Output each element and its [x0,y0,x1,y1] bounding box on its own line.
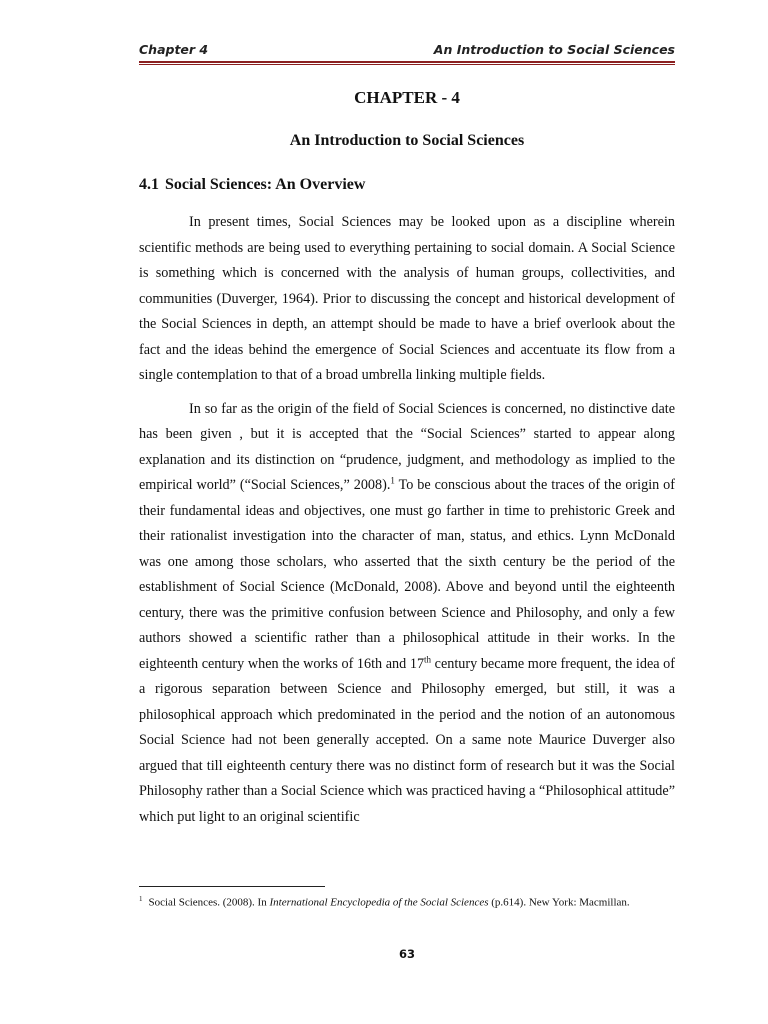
paragraph-1: In present times, Social Sciences may be looked upon as a discipline wherein scientific methods are being used to everything pertaining to social domain. A Social Science is something which is concerned with the analysis of human groups, collectivities, and communities (Duverger, 1964). Prior to discussing the concept and historical development of the Social Sciences in depth, an attempt should be made to have a brief overlook about the fact and the ideas behind the emergence of Social Sciences and accentuate its flow from a single contemplation to that of a broad umbrella linking multiple fields. [139,214,675,383]
ordinal-superscript: th [424,653,432,664]
section-heading [139,176,365,194]
footnote [139,892,675,910]
footnote-reference[interactable]: 1 [390,475,395,486]
footnote-text-before: Social Sciences. (2008). In [148,896,270,909]
footnote-source-title: International Encyclopedia of the Social Sciences [269,896,489,909]
body-text [139,210,675,838]
footnote-divider [139,886,325,887]
footnote-mark: 1 [139,895,143,903]
chapter-title: CHAPTER - 4 [354,88,460,107]
page-number: 63 [398,947,415,961]
chapter-subtitle: An Introduction to Social Sciences [289,132,525,149]
running-header [139,42,675,57]
paragraph-2-part-2: To be conscious about the traces of the origin of their fundamental ideas and objectives, one must go farther in time to prehistoric Greek and their rationalist investigation into the character of man, status, and ethics. Lynn McDonald was one among those scholars, who asserted that the sixth century be the period of the establishment of Social Science (McDonald, 2008). Above and beyond until the eighteenth century, there was the primitive confusion between Science and Philosophy, and only a few authors showed a scientific rather than a philosophical attitude in their works. In the eighteenth century when the works of 16th and 17 [139,477,675,672]
paragraph-2-part-3: century became more frequent, the idea of a rigorous separation between Science and Philosophy emerged, but still, it was a philosophical approach which predominated in the period and the notion of an autonomous Social Science had not been generally accepted. On a same note Maurice Duverger also argued that till eighteenth century there was no distinct form of research but it was the Social Philosophy rather than a Social Science which was practiced having a “Philosophical attitude” which put light to an original scientific [139,655,675,825]
header-rule [139,61,675,65]
section-number: 4.1 [139,176,159,193]
section-title: Social Sciences: An Overview [165,176,366,193]
paragraph-2-part-1: In so far as the origin of the field of Social Sciences is concerned, no distinctive date has been given , but it is accepted that the “Social Sciences” started to appear along explanation and its distinction on “prudence, judgment, and methodology as implied to the empirical world” (“Social Sciences,” 2008). [139,400,675,493]
footnote-text-after: (p.614). New York: Macmillan. [488,896,630,909]
header-chapter-label: Chapter 4 [139,42,209,57]
header-book-title: An Introduction to Social Sciences [433,42,675,57]
paragraph-2 [139,397,675,831]
